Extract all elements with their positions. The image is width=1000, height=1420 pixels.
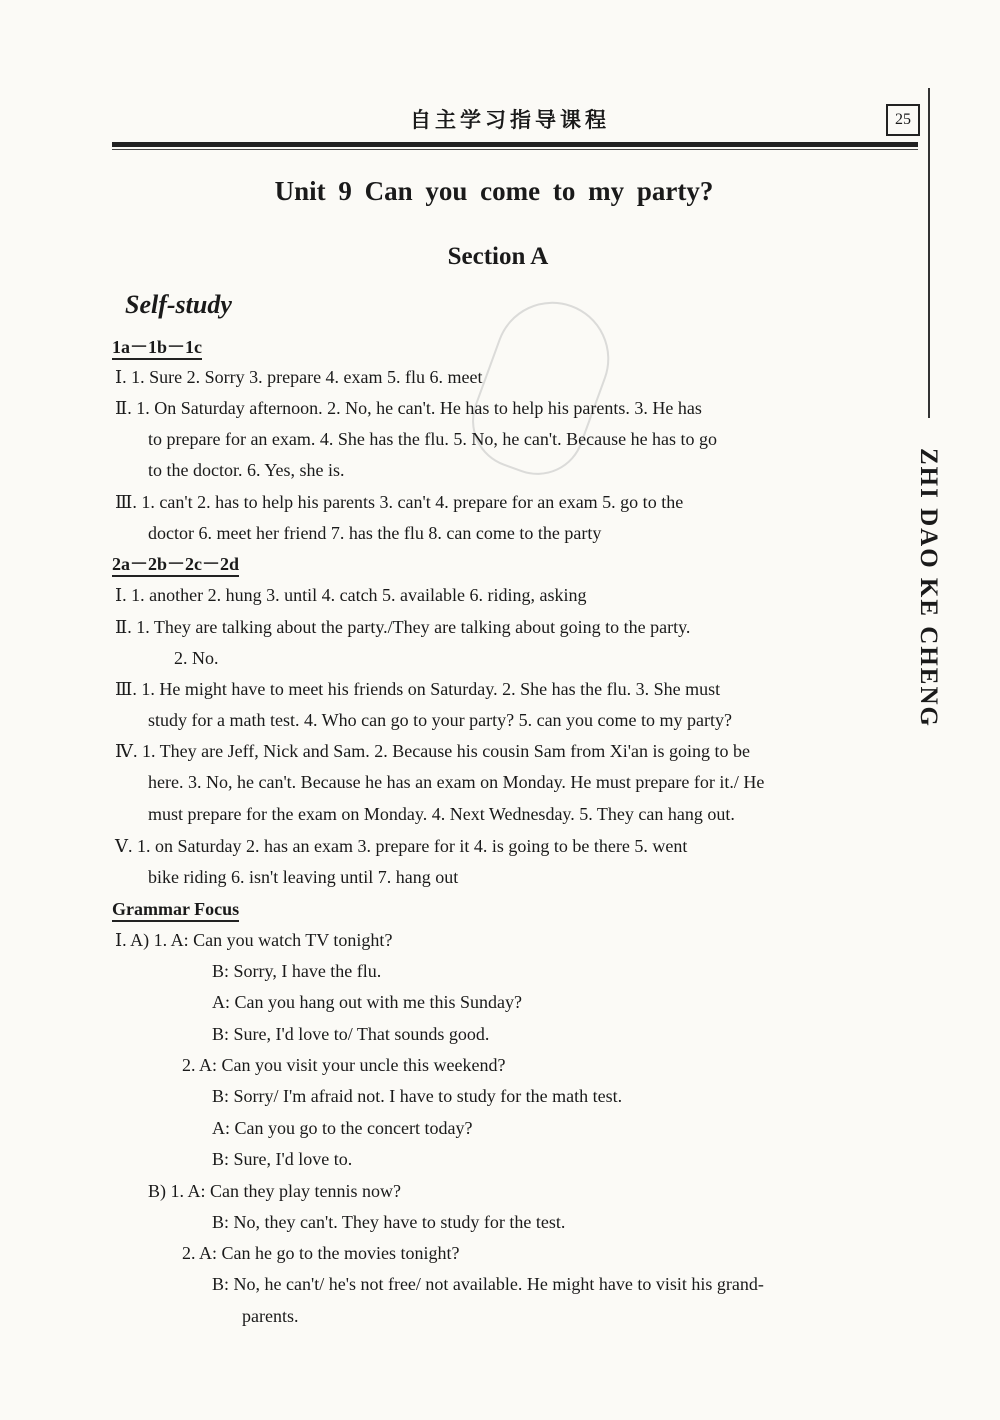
answer-line: Ⅰ. A) 1. A: Can you watch TV tonight? <box>115 930 393 950</box>
answer-line: doctor 6. meet her friend 7. has the flu 8. can come to the party <box>148 523 602 543</box>
answer-line: Ⅱ. 1. On Saturday afternoon. 2. No, he can't. He has to help his parents. 3. He has <box>115 398 702 418</box>
answer-line: Ⅰ. 1. Sure 2. Sorry 3. prepare 4. exam 5. flu 6. meet <box>115 367 483 387</box>
answer-line: B: No, he can't/ he's not free/ not available. He might have to visit his grand- <box>212 1274 764 1294</box>
answer-line: Ⅳ. 1. They are Jeff, Nick and Sam. 2. Because his cousin Sam from Xi'an is going to be <box>115 741 750 761</box>
answer-line: B: Sure, I'd love to/ That sounds good. <box>212 1024 490 1044</box>
answer-line: must prepare for the exam on Monday. 4. Next Wednesday. 5. They can hang out. <box>148 804 735 824</box>
header-rule <box>112 142 918 147</box>
answer-line: parents. <box>242 1306 299 1326</box>
side-text: ZHI DAO KE CHENG <box>915 448 942 728</box>
answer-line: bike riding 6. isn't leaving until 7. hang out <box>148 867 459 887</box>
subsection-heading-1: 1a－1b－1c <box>112 336 202 360</box>
answer-line: B: No, they can't. They have to study for the test. <box>212 1212 566 1232</box>
self-study-heading: Self-study <box>125 290 232 319</box>
answer-line: Ⅴ. 1. on Saturday 2. has an exam 3. prepare for it 4. is going to be there 5. went <box>115 836 688 856</box>
answer-line: study for a math test. 4. Who can go to your party? 5. can you come to my party? <box>148 710 733 730</box>
subsection-heading-3: Grammar Focus <box>112 898 239 922</box>
page-number: 25 <box>886 104 920 136</box>
answer-line: to the doctor. 6. Yes, she is. <box>148 460 345 480</box>
header-rule-thin <box>112 149 918 150</box>
unit-title: Unit 9 Can you come to my party? <box>274 176 714 206</box>
answer-line: Ⅱ. 1. They are talking about the party./They are talking about going to the party. <box>115 617 691 637</box>
watermark-stamp <box>459 286 626 488</box>
answer-line: A: Can you go to the concert today? <box>212 1118 473 1138</box>
answer-line: A: Can you hang out with me this Sunday? <box>212 992 522 1012</box>
answer-line: here. 3. No, he can't. Because he has an exam on Monday. He must prepare for it./ He <box>148 772 765 792</box>
answer-line: Ⅲ. 1. He might have to meet his friends on Saturday. 2. She has the flu. 3. She must <box>115 679 721 699</box>
answer-line: 2. A: Can you visit your uncle this weekend? <box>182 1055 506 1075</box>
answer-line: B: Sorry/ I'm afraid not. I have to study for the math test. <box>212 1086 623 1106</box>
answer-line: 2. No. <box>174 648 219 668</box>
answer-line: Ⅰ. 1. another 2. hung 3. until 4. catch 5. available 6. riding, asking <box>115 585 587 605</box>
answer-line: to prepare for an exam. 4. She has the flu. 5. No, he can't. Because he has to go <box>148 429 718 449</box>
answer-line: 2. A: Can he go to the movies tonight? <box>182 1243 460 1263</box>
answer-line: B: Sure, I'd love to. <box>212 1149 353 1169</box>
subsection-heading-2: 2a－2b－2c－2d <box>112 553 239 577</box>
answer-line: B: Sorry, I have the flu. <box>212 961 382 981</box>
answer-line: B) 1. A: Can they play tennis now? <box>148 1181 401 1201</box>
section-title: Section A <box>447 243 549 270</box>
header-title: 自主学习指导课程 <box>410 108 610 132</box>
answer-line: Ⅲ. 1. can't 2. has to help his parents 3. can't 4. prepare for an exam 5. go to the <box>115 492 684 512</box>
